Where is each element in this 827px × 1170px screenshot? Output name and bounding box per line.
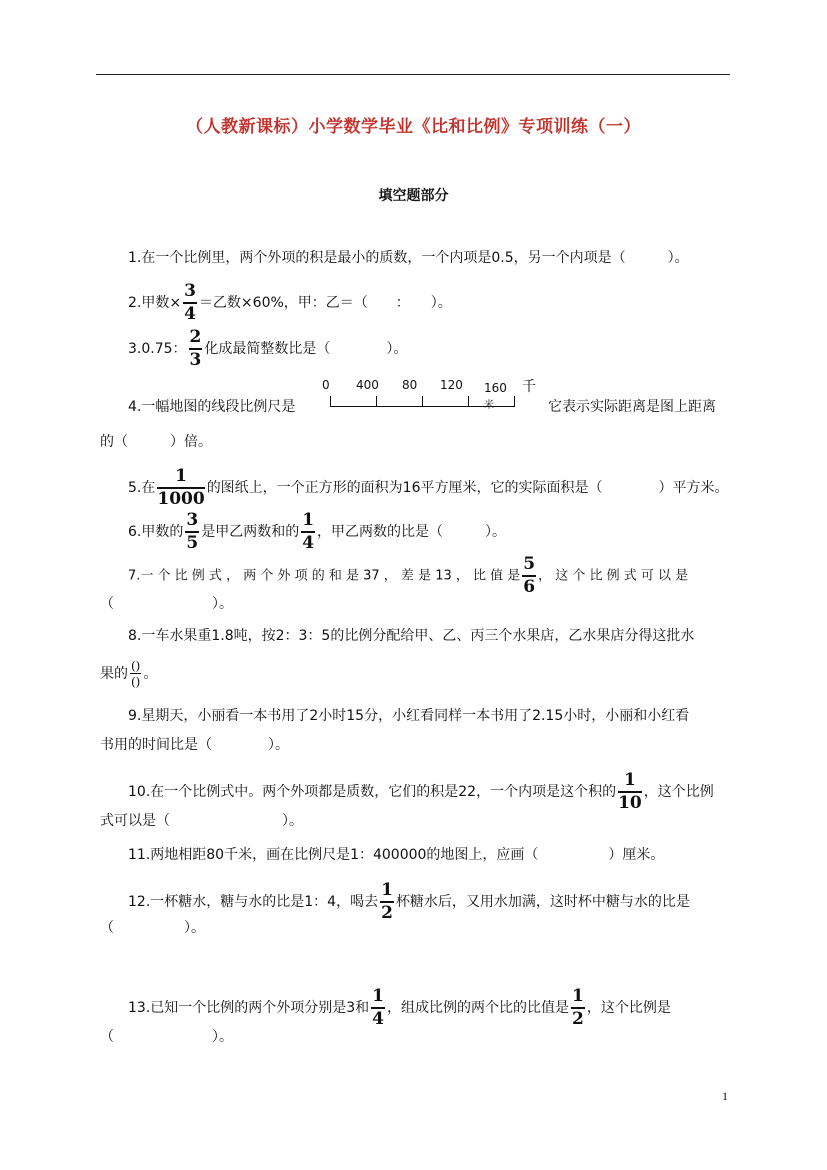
denominator: 2 bbox=[381, 903, 393, 923]
numerator: 1 bbox=[157, 468, 204, 489]
q13-fraction-1 bbox=[371, 988, 385, 1028]
question-13-line2: （ ）。 bbox=[100, 1029, 233, 1045]
numerator: 1 bbox=[371, 988, 385, 1009]
question-9: 9.星期天，小丽看一本书用了2小时15分，小红看同样一本书用了2.15小时，小丽和小红看 bbox=[128, 708, 690, 724]
q10-text-a: 10.在一个比例式中。两个外项都是质数，它们的积是22，一个内项是这个积的 bbox=[128, 784, 617, 800]
question-10 bbox=[128, 772, 714, 812]
q12-text-b: 杯糖水后，又用水加满，这时杯中糖与水的比是 bbox=[395, 894, 690, 910]
q13-text-b: ，组成比例的两个比的比值是 bbox=[387, 1000, 570, 1016]
question-3 bbox=[128, 329, 407, 369]
document-title: （人教新课标）小学数学毕业《比和比例》专项训练（一） bbox=[186, 117, 641, 137]
question-11: 11.两地相距80千米，画在比例尺是1：400000的地图上，应画（ ）厘米。 bbox=[128, 847, 665, 863]
scale-label: 0 bbox=[322, 378, 330, 392]
q3-text-b: 化成最简整数比是（ ）。 bbox=[204, 341, 408, 357]
denominator: 1000 bbox=[157, 489, 205, 509]
numerator: 3 bbox=[183, 283, 197, 304]
question-10-line2: 式可以是（ ）。 bbox=[100, 813, 303, 829]
q6-text-b: 是甲乙两数和的 bbox=[201, 524, 300, 540]
q6-text-c: ，甲乙两数的比是（ ）。 bbox=[317, 524, 507, 540]
q8-text-c: 。 bbox=[143, 666, 158, 682]
denominator: 2 bbox=[572, 1009, 584, 1029]
q12-fraction bbox=[380, 882, 394, 922]
scale-tick bbox=[330, 396, 331, 407]
scale-label: 120 bbox=[440, 378, 463, 392]
scale-tick bbox=[422, 396, 423, 407]
numerator: 1 bbox=[380, 882, 394, 903]
q2-text-a: 2.甲数× bbox=[128, 295, 182, 311]
question-4: 4.一幅地图的线段比例尺是 bbox=[128, 399, 296, 415]
header-rule bbox=[96, 74, 730, 75]
denominator: 6 bbox=[523, 577, 536, 597]
scale-tick bbox=[514, 396, 515, 407]
question-13 bbox=[128, 988, 671, 1028]
question-12 bbox=[128, 882, 690, 922]
q6-fraction-1 bbox=[185, 512, 199, 552]
q12-text-a: 12.一杯糖水，糖与水的比是1：4，喝去 bbox=[128, 894, 379, 910]
question-2 bbox=[128, 283, 452, 323]
q3-fraction bbox=[189, 329, 203, 369]
numerator: 3 bbox=[185, 512, 199, 533]
scale-label: 80 bbox=[402, 378, 418, 392]
q13-text-c: ，这个比例是 bbox=[586, 1000, 671, 1016]
numerator: 1 bbox=[618, 772, 642, 793]
question-8: 8.一车水果重1.8吨，按2：3：5的比例分配给甲、乙、丙三个水果店，乙水果店分得这批水 bbox=[128, 628, 695, 644]
section-heading: 填空题部分 bbox=[378, 188, 449, 204]
q2-fraction bbox=[183, 283, 197, 323]
denominator: 5 bbox=[186, 533, 199, 553]
q7-fraction bbox=[522, 556, 536, 596]
denominator: 4 bbox=[302, 533, 315, 553]
q7-text-b: ， 这 个 比 例 式 可 以 是 bbox=[538, 568, 689, 584]
q6-text-a: 6.甲数的 bbox=[128, 524, 184, 540]
q13-text-a: 13.已知一个比例的两个外项分别是3和 bbox=[128, 1000, 370, 1016]
denominator: 10 bbox=[618, 793, 642, 813]
numerator: 1 bbox=[301, 512, 315, 533]
scale-unit-partial bbox=[484, 396, 494, 411]
question-1: 1.在一个比例里，两个外项的积是最小的质数，一个内项是0.5，另一个内项是（ ）。 bbox=[128, 250, 689, 266]
q5-text-b: 的图纸上，一个正方形的面积为16平方厘米，它的实际面积是（ ）平方米。 bbox=[206, 480, 729, 496]
q10-text-b: ，这个比例 bbox=[643, 784, 714, 800]
scale-tick bbox=[468, 396, 469, 407]
q3-text-a: 3.0.75： bbox=[128, 341, 187, 357]
question-7 bbox=[128, 556, 688, 596]
numerator: 1 bbox=[571, 988, 585, 1009]
question-7-line2: （ ）。 bbox=[100, 596, 233, 612]
q8-text-b: 果的 bbox=[100, 666, 128, 682]
scale-label: 160 bbox=[484, 381, 507, 395]
q13-fraction-2 bbox=[571, 988, 585, 1028]
line-scale-bar bbox=[322, 378, 552, 412]
denominator: 4 bbox=[372, 1009, 385, 1029]
scale-tick bbox=[376, 396, 377, 407]
denominator: 4 bbox=[184, 304, 196, 324]
question-12-line2: （ ）。 bbox=[100, 920, 205, 936]
question-8-line2 bbox=[100, 660, 157, 688]
q2-text-b: ＝乙数×60%，甲：乙＝（ ： ）。 bbox=[198, 295, 452, 311]
q5-fraction bbox=[157, 468, 204, 508]
q6-fraction-2 bbox=[301, 512, 315, 552]
question-4-cont: 它表示实际距离是图上距离 bbox=[548, 399, 716, 415]
numerator: 2 bbox=[189, 329, 203, 350]
page-number: 1 bbox=[722, 1089, 728, 1103]
question-9-line2: 书用的时间比是（ ）。 bbox=[100, 737, 289, 753]
scale-label: 400 bbox=[356, 378, 379, 392]
numerator: 5 bbox=[522, 556, 536, 577]
numerator: () bbox=[131, 659, 141, 673]
q7-text-a: 7.一 个 比 例 式 ， 两 个 外 项 的 和 是 37 ， 差 是 13 ， 比 值 是 bbox=[128, 568, 521, 584]
question-4-line2: 的（ ）倍。 bbox=[100, 434, 212, 450]
question-5 bbox=[128, 468, 729, 508]
q5-text-a: 5.在 bbox=[128, 480, 156, 496]
denominator: () bbox=[131, 675, 141, 689]
q8-blank-fraction bbox=[130, 660, 141, 688]
scale-unit: 千 bbox=[522, 379, 536, 395]
question-6 bbox=[128, 512, 506, 552]
denominator: 3 bbox=[189, 350, 202, 370]
q10-fraction bbox=[618, 772, 642, 812]
